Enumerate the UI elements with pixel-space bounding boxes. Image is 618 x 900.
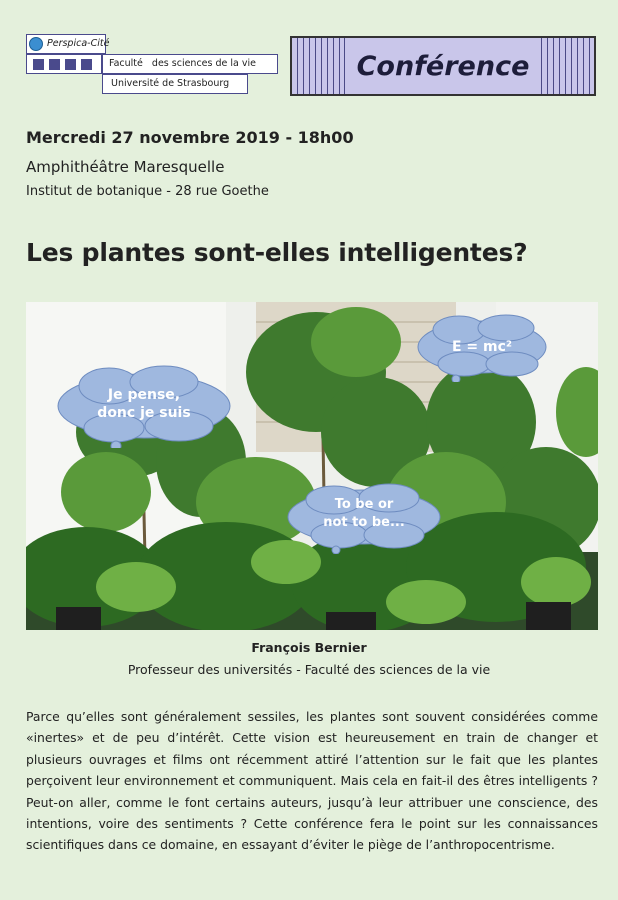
bubble-right-text: E = mc² (451, 339, 513, 355)
badge-label: Conférence (344, 38, 542, 94)
event-date-time: Mercredi 27 novembre 2019 - 18h00 (26, 128, 354, 147)
logo-faculty-text: Faculté des sciences de la vie (109, 58, 256, 69)
event-venue: Amphithéâtre Maresquelle (26, 158, 225, 176)
plants-photo (26, 302, 598, 630)
logo-square-icon (81, 59, 92, 70)
university-logo (26, 34, 278, 96)
speaker-name: François Bernier (251, 640, 367, 655)
conference-description: Parce qu’elles sont généralement sessiles, les plantes sont souvent considérées comme «inertes» et de peu d’intérêt. Cette vision est heureusement en train de changer et plusieurs ouvrages et films ont récemment attiré l’attention sur le fait que les plantes perçoivent leur environnement et communiquent. Mais cela en fait-il des êtres intelligents ? Peut-on aller, comme le font certains auteurs, jusqu’à leur attribuer une conscience, des intentions, voire des sentiments ? Cette conférence fera le point sur les connaissances scientifiques dans ce domaine, en essayant d’éviter le piège de l’anthropocentrisme. (26, 709, 598, 853)
logo-square-icon (33, 59, 44, 70)
bubble-left-line1: Je pense, (107, 387, 181, 403)
logo-square-icon (65, 59, 76, 70)
logo-row-university (102, 74, 248, 94)
badge-stripes-right (542, 38, 594, 94)
conference-title: Les plantes sont-elles intelligentes? (26, 238, 528, 267)
logo-university-text: Université de Strasbourg (111, 78, 230, 89)
thought-bubble-right (414, 312, 550, 382)
logo-row-icons (26, 54, 102, 74)
event-address: Institut de botanique - 28 rue Goethe (26, 184, 269, 199)
thought-bubble-left (54, 364, 234, 448)
bubble-center-line1: To be or (334, 497, 394, 512)
thought-bubble-center (284, 480, 444, 554)
bubble-center-line2: not to be... (323, 515, 405, 530)
speaker-role: Professeur des universités - Faculté des sciences de la vie (127, 662, 491, 677)
badge-stripes-left (292, 38, 344, 94)
perspica-emblem-icon (29, 37, 43, 51)
logo-row-perspica (26, 34, 110, 54)
logo-square-icon (49, 59, 60, 70)
conference-badge (290, 36, 596, 96)
logo-perspica-text: Perspica-Cité (47, 38, 110, 49)
logo-row-faculty (102, 54, 278, 74)
bubble-left-line2: donc je suis (97, 405, 191, 421)
